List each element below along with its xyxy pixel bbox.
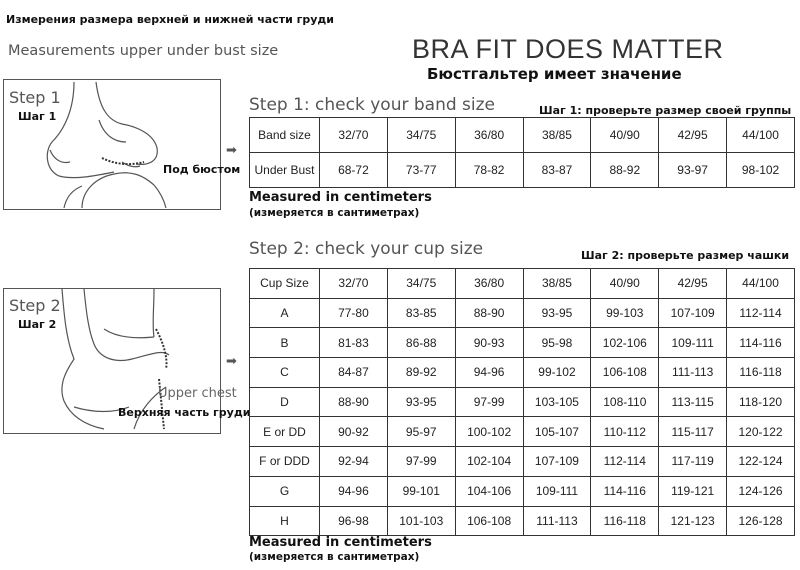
table-header-cell: 32/70: [320, 118, 388, 153]
step1-title: Step 1: check your band size: [249, 95, 496, 115]
step2-title-ru: Шаг 2: проверьте размер чашки: [581, 249, 790, 262]
table-header-cell: 44/100: [727, 269, 795, 299]
table-cell: 97-99: [455, 387, 523, 417]
table-cell: 106-108: [591, 358, 659, 388]
table-cell: 117-119: [659, 447, 727, 477]
table-header-cell: 38/85: [523, 118, 591, 153]
table-cell: 83-87: [523, 153, 591, 188]
upper-chest-label: Upper chest: [158, 386, 237, 401]
table-header-cell: 36/80: [455, 269, 523, 299]
table-row: [250, 387, 795, 417]
table-header-cell: 38/85: [523, 269, 591, 299]
table-cell: 115-117: [659, 417, 727, 447]
table-cell: 103-105: [523, 387, 591, 417]
table-cell: 84-87: [320, 358, 388, 388]
table-cell: 90-92: [320, 417, 388, 447]
table-cell: D: [250, 387, 320, 417]
table-cell: Under Bust: [250, 153, 320, 188]
en-page-title: Measurements upper under bust size: [8, 43, 279, 59]
ru-page-title: Измерения размера верхней и нижней части груди: [6, 13, 335, 26]
cup-size-table: [249, 268, 795, 536]
table-row: [250, 506, 795, 536]
table-cell: 109-111: [523, 476, 591, 506]
table-cell: 95-97: [387, 417, 455, 447]
table-cell: 99-103: [591, 298, 659, 328]
table-header-cell: Cup Size: [250, 269, 320, 299]
table-header-cell: 34/75: [387, 118, 455, 153]
right-arrow-icon: ➡: [226, 354, 237, 369]
table-cell: 119-121: [659, 476, 727, 506]
table-cell: 78-82: [455, 153, 523, 188]
table-cell: 107-109: [659, 298, 727, 328]
step1-title-ru: Шаг 1: проверьте размер своей группы: [539, 104, 792, 117]
table-cell: 73-77: [387, 153, 455, 188]
table-cell: G: [250, 476, 320, 506]
table-row: [250, 358, 795, 388]
upper-chest-label-ru: Верхняя часть груди: [118, 406, 251, 419]
table-cell: 97-99: [387, 447, 455, 477]
table-cell: 98-102: [727, 153, 795, 188]
table-cell: 96-98: [320, 506, 388, 536]
table-cell: 114-116: [727, 328, 795, 358]
table-cell: H: [250, 506, 320, 536]
table-cell: 86-88: [387, 328, 455, 358]
table-cell: 118-120: [727, 387, 795, 417]
table-cell: 124-126: [727, 476, 795, 506]
table-cell: 89-92: [387, 358, 455, 388]
band-size-table: [249, 117, 795, 188]
step2-photo-label-ru: Шаг 2: [18, 318, 57, 331]
table-row: [250, 417, 795, 447]
table-cell: 113-115: [659, 387, 727, 417]
step1-measured-note-ru: (измеряется в сантиметрах): [249, 207, 420, 219]
table-cell: 94-96: [455, 358, 523, 388]
table-cell: 104-106: [455, 476, 523, 506]
step2-measured-note-ru: (измеряется в сантиметрах): [249, 551, 420, 563]
table-cell: 102-104: [455, 447, 523, 477]
table-cell: 93-95: [523, 298, 591, 328]
underbust-label: Под бюстом: [163, 163, 241, 176]
table-cell: 121-123: [659, 506, 727, 536]
right-arrow-icon: ➡: [226, 143, 237, 158]
table-cell: 105-107: [523, 417, 591, 447]
table-cell: 88-90: [320, 387, 388, 417]
table-cell: 99-101: [387, 476, 455, 506]
table-header-cell: Band size: [250, 118, 320, 153]
table-header-cell: 36/80: [455, 118, 523, 153]
main-title: BRA FIT DOES MATTER: [412, 34, 724, 64]
table-cell: 107-109: [523, 447, 591, 477]
table-row: [250, 476, 795, 506]
table-cell: 112-114: [591, 447, 659, 477]
step2-title: Step 2: check your cup size: [249, 239, 484, 259]
table-cell: A: [250, 298, 320, 328]
table-cell: 116-118: [727, 358, 795, 388]
table-header-cell: 42/95: [659, 118, 727, 153]
table-cell: 126-128: [727, 506, 795, 536]
table-row: [250, 447, 795, 477]
table-cell: 92-94: [320, 447, 388, 477]
table-cell: 110-112: [591, 417, 659, 447]
table-cell: 122-124: [727, 447, 795, 477]
table-cell: 100-102: [455, 417, 523, 447]
table-header-row: [250, 118, 795, 153]
table-cell: 111-113: [659, 358, 727, 388]
table-cell: 88-90: [455, 298, 523, 328]
table-header-cell: 44/100: [727, 118, 795, 153]
table-cell: 102-106: [591, 328, 659, 358]
table-cell: 116-118: [591, 506, 659, 536]
step2-measured-note: Measured in centimeters: [249, 535, 432, 550]
table-row: [250, 298, 795, 328]
table-cell: 112-114: [727, 298, 795, 328]
table-cell: 120-122: [727, 417, 795, 447]
table-cell: 111-113: [523, 506, 591, 536]
table-cell: 109-111: [659, 328, 727, 358]
step1-measured-note: Measured in centimeters: [249, 190, 432, 205]
table-header-cell: 34/75: [387, 269, 455, 299]
table-row: [250, 328, 795, 358]
table-cell: C: [250, 358, 320, 388]
main-subtitle: Бюстгальтер имеет значение: [427, 65, 682, 83]
table-cell: 88-92: [591, 153, 659, 188]
table-cell: 101-103: [387, 506, 455, 536]
table-row: [250, 153, 795, 188]
step1-photo-label: Step 1: [9, 88, 61, 107]
table-cell: 93-95: [387, 387, 455, 417]
table-header-cell: 42/95: [659, 269, 727, 299]
step1-photo-label-ru: Шаг 1: [18, 110, 57, 123]
table-cell: F or DDD: [250, 447, 320, 477]
table-cell: 94-96: [320, 476, 388, 506]
table-cell: 108-110: [591, 387, 659, 417]
table-cell: 95-98: [523, 328, 591, 358]
table-cell: 81-83: [320, 328, 388, 358]
table-cell: 106-108: [455, 506, 523, 536]
table-cell: 83-85: [387, 298, 455, 328]
table-cell: 68-72: [320, 153, 388, 188]
table-cell: 114-116: [591, 476, 659, 506]
table-cell: 90-93: [455, 328, 523, 358]
step2-photo-label: Step 2: [9, 296, 61, 315]
table-header-cell: 40/90: [591, 118, 659, 153]
table-cell: 99-102: [523, 358, 591, 388]
table-cell: B: [250, 328, 320, 358]
table-cell: 93-97: [659, 153, 727, 188]
table-cell: 77-80: [320, 298, 388, 328]
table-cell: E or DD: [250, 417, 320, 447]
table-header-cell: 32/70: [320, 269, 388, 299]
table-header-row: [250, 269, 795, 299]
table-header-cell: 40/90: [591, 269, 659, 299]
